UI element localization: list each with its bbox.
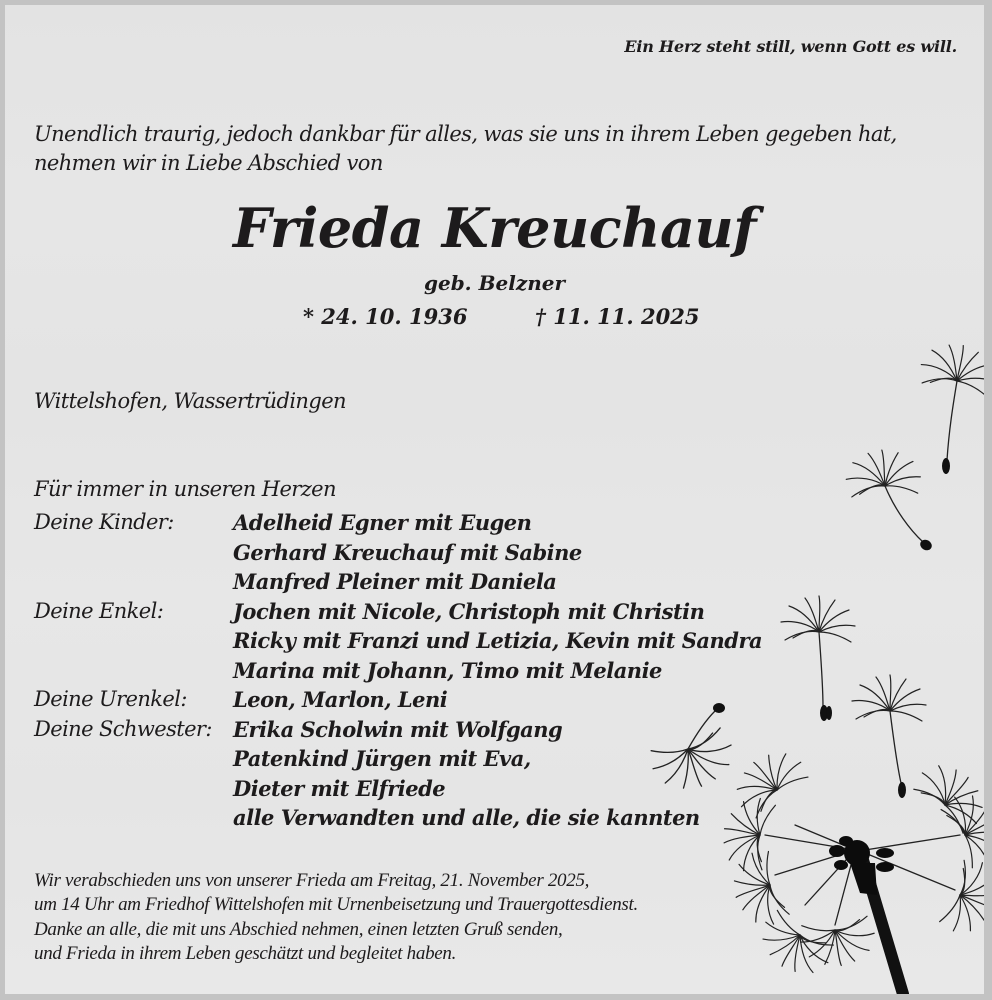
location: Wittelshofen, Wassertrüdingen — [34, 389, 346, 413]
death-date: † 11. 11. 2025 — [535, 304, 700, 329]
family-list — [34, 508, 762, 833]
seed-2 — [844, 447, 934, 552]
motto: Ein Herz steht still, wenn Gott es will. — [624, 37, 957, 56]
obituary-notice — [5, 5, 984, 994]
closing-line: und Frieda in ihrem Leben geschätzt und begleitet haben. — [34, 942, 457, 964]
intro-line-2: nehmen wir in Liebe Abschied von — [34, 151, 383, 175]
group-names — [233, 685, 447, 715]
group-label: Deine Enkel: — [34, 598, 164, 623]
family-member: Leon, Marlon, Leni — [233, 687, 448, 712]
closing-line: Wir verabschieden uns von unserer Frieda am Freitag, 21. November 2025, — [34, 870, 590, 891]
family-member: Gerhard Kreuchauf mit Sabine — [233, 539, 582, 565]
seed-4 — [852, 675, 926, 798]
family-member: Erika Scholwin mit Wolfgang — [233, 716, 563, 742]
group-label: Deine Urenkel: — [34, 687, 187, 711]
deceased-name: Frieda Kreuchauf — [233, 196, 756, 260]
group-label: Deine Schwester: — [34, 716, 212, 741]
family-member: Marina mit Johann, Timo mit Melanie — [233, 657, 662, 683]
family-group-children — [34, 508, 762, 597]
closing-line: Danke an alle, die mit uns Abschied nehmen, einen letzten Gruß senden, — [34, 918, 563, 940]
family-member: Adelheid Egner mit Eugen — [233, 510, 532, 535]
group-label: Deine Kinder: — [34, 510, 174, 534]
group-names — [233, 597, 762, 686]
maiden-name: geb. Belzner — [423, 271, 565, 295]
family-member: Manfred Pleiner mit Daniela — [233, 569, 557, 594]
family-group-sister — [34, 715, 762, 833]
group-names — [233, 508, 582, 597]
closing-line: um 14 Uhr am Friedhof Wittelshofen mit Urnenbeisetzung und Trauergottesdienst. — [34, 894, 638, 916]
intro-text — [34, 120, 897, 178]
family-member: Jochen mit Nicole, Christoph mit Christin — [233, 598, 705, 624]
seed-1 — [918, 339, 984, 474]
group-names — [233, 715, 700, 833]
closing-text — [34, 869, 638, 966]
forever-line: Für immer in unseren Herzen — [34, 477, 336, 501]
seed-3 — [781, 596, 855, 721]
seed-6 — [826, 706, 832, 720]
family-member: alle Verwandten und alle, die sie kannten — [233, 805, 700, 830]
intro-line-1: Unendlich traurig, jedoch dankbar für alles, was sie uns in ihrem Leben gegeben hat, — [34, 122, 897, 146]
family-member: Ricky mit Franzi und Letizia, Kevin mit Sandra — [233, 628, 763, 653]
birth-date: * 24. 10. 1936 — [303, 304, 468, 329]
family-group-grandchildren — [34, 597, 762, 686]
family-member: Patenkind Jürgen mit Eva, — [233, 746, 531, 771]
family-member: Dieter mit Elfriede — [233, 775, 446, 801]
family-group-great-grandchildren — [34, 685, 762, 715]
